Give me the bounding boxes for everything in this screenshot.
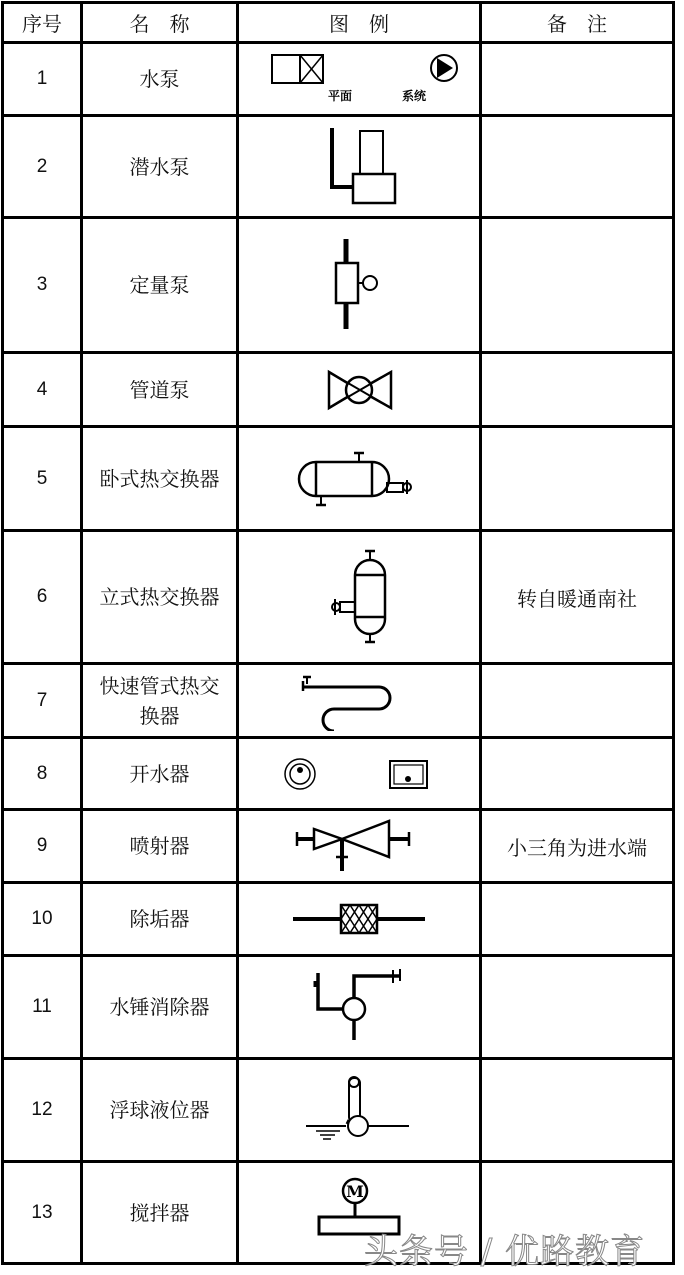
float-level-gauge-icon (304, 1072, 414, 1148)
row-index: 4 (3, 353, 82, 427)
row-name: 立式热交换器 (82, 531, 238, 664)
row-symbol (238, 43, 481, 116)
row-symbol (238, 810, 481, 883)
row-index: 12 (3, 1059, 82, 1162)
table-row (3, 956, 674, 1059)
row-name: 水锤消除器 (82, 956, 238, 1059)
legend-table (1, 1, 675, 1265)
system-label: 系统 (402, 89, 427, 103)
row-name: 喷射器 (82, 810, 238, 883)
row-note (481, 664, 674, 738)
header-row (3, 3, 674, 43)
row-name: 管道泵 (82, 353, 238, 427)
row-symbol (238, 427, 481, 531)
header-note: 备 注 (481, 3, 674, 43)
table-row (3, 810, 674, 883)
row-index: 7 (3, 664, 82, 738)
table-row (3, 531, 674, 664)
vertical-heat-exchanger-icon (319, 547, 399, 647)
row-symbol (238, 1059, 481, 1162)
table-row (3, 218, 674, 353)
submersible-pump-icon (309, 124, 409, 210)
header-name: 名 称 (82, 3, 238, 43)
row-symbol (238, 883, 481, 956)
row-name: 搅拌器 (82, 1162, 238, 1264)
row-note (481, 956, 674, 1059)
row-name-line-1: 快速管式热交 (99, 673, 220, 698)
quick-tube-heat-exchanger-icon (294, 671, 424, 731)
water-hammer-arrestor-icon (304, 967, 414, 1047)
table-row (3, 738, 674, 810)
row-index: 6 (3, 531, 82, 664)
row-note (481, 116, 674, 218)
row-index: 13 (3, 1162, 82, 1264)
row-name: 水泵 (82, 43, 238, 116)
horizontal-heat-exchanger-icon (294, 449, 424, 509)
row-note (481, 218, 674, 353)
row-index: 8 (3, 738, 82, 810)
row-note (481, 353, 674, 427)
row-index: 2 (3, 116, 82, 218)
plan-label: 平面 (328, 89, 353, 103)
row-name: 除垢器 (82, 883, 238, 956)
row-symbol (238, 353, 481, 427)
row-index: 11 (3, 956, 82, 1059)
row-index: 3 (3, 218, 82, 353)
header-index: 序号 (3, 3, 82, 43)
water-boiler-icon (284, 752, 434, 796)
row-name: 浮球液位器 (82, 1059, 238, 1162)
row-name: 定量泵 (82, 218, 238, 353)
row-name: 开水器 (82, 738, 238, 810)
ejector-icon (294, 818, 424, 874)
row-note: 小三角为进水端 (481, 810, 674, 883)
table-row (3, 353, 674, 427)
table-row (3, 427, 674, 531)
table-row (3, 1059, 674, 1162)
table-row (3, 43, 674, 116)
row-symbol (238, 738, 481, 810)
pipeline-pump-icon (319, 365, 399, 415)
row-note (481, 1059, 674, 1162)
row-note (481, 43, 674, 116)
row-index: 5 (3, 427, 82, 531)
row-symbol (238, 664, 481, 738)
header-legend: 图 例 (238, 3, 481, 43)
row-symbol (238, 531, 481, 664)
row-note: 转自暖通南社 (481, 531, 674, 664)
table-row (3, 664, 674, 738)
motor-label: M (346, 1181, 364, 1201)
row-name-line-2: 换器 (139, 703, 180, 728)
row-index: 9 (3, 810, 82, 883)
row-name: 卧式热交换器 (82, 427, 238, 531)
row-index: 10 (3, 883, 82, 956)
row-note (481, 738, 674, 810)
descaler-icon (289, 899, 429, 939)
row-symbol (238, 116, 481, 218)
row-note (481, 883, 674, 956)
row-note (481, 427, 674, 531)
table-row (3, 116, 674, 218)
row-name: 潜水泵 (82, 116, 238, 218)
row-symbol (238, 956, 481, 1059)
row-index: 1 (3, 43, 82, 116)
metering-pump-icon (324, 235, 394, 335)
row-symbol (238, 218, 481, 353)
row-name (82, 664, 238, 738)
watermark: 头条号 / 优路教育 (364, 1232, 646, 1272)
water-pump-plan-icon (244, 49, 474, 109)
table-row (3, 883, 674, 956)
